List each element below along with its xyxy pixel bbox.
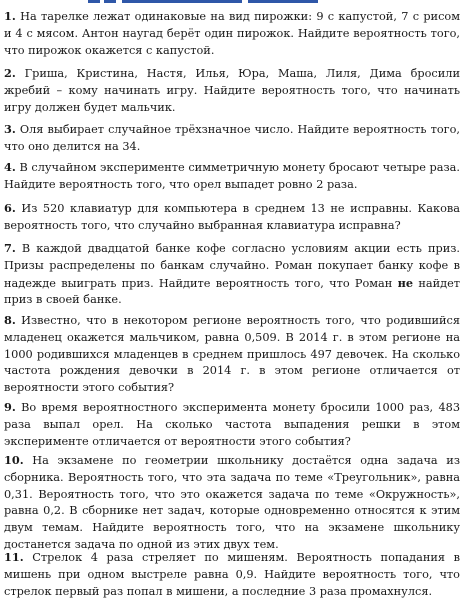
header-stripe-segment	[88, 0, 100, 3]
task-number: 3.	[4, 122, 16, 136]
task-9	[4, 399, 460, 450]
task-6	[4, 200, 460, 235]
task-text: Гриша, Кристина, Настя, Илья, Юра, Маша, Лиля, Дима бросили жребий – кому начинать игру. Найдите вероятность того, что начинать игру должен будет мальчик.	[4, 67, 460, 114]
task-text-before: В каждой двадцатой банке кофе согласно условиям акции есть приз. Призы распределены по банкам случайно. Роман покупает банку кофе в надежде выиграть приз. Найдите вероятность того, что Роман	[4, 242, 461, 290]
task-number: 8.	[4, 313, 16, 327]
task-number: 2.	[4, 66, 16, 80]
header-stripe-segment	[104, 0, 116, 3]
task-4	[4, 159, 460, 194]
task-text: Оля выбирает случайное трёхзначное число. Найдите вероятность того, что оно делится на 34.	[4, 123, 460, 153]
task-text: В случайном эксперименте симметричную монету бросают четыре раза. Найдите вероятность того, что орел выпадет ровно 2 раза.	[4, 161, 460, 191]
task-text: На экзамене по геометрии школьнику достаётся одна задача из сборника. Вероятность того, что эта задача по теме «Треугольник», равна 0,31. Вероятность того, что это окажется задача по теме «Окружность», равна 0,2. В сборнике нет задач, которые одновременно относятся к этим двум темам. Найдите вероятность того, что на экзамене школьнику достанется задача по одной из этих двух тем.	[4, 454, 460, 551]
task-11	[4, 549, 460, 600]
task-number: 9.	[4, 400, 16, 414]
task-10	[4, 452, 460, 554]
task-2	[4, 65, 460, 116]
task-text: Во время вероятностного эксперимента монету бросили 1000 раз, 483 раза выпал орел. На сколько частота выпадения решки в этом эксперименте отличается от вероятности этого события?	[4, 401, 461, 448]
task-7	[4, 240, 460, 309]
task-number: 10.	[4, 453, 24, 467]
task-number: 7.	[4, 241, 16, 255]
header-stripe	[0, 0, 470, 4]
header-stripe-segment	[248, 0, 318, 3]
task-text: На тарелке лежат одинаковые на вид пирожки: 9 с капустой, 7 с рисом и 4 с мясом. Антон наугад берёт один пирожок. Найдите вероятность того, что пирожок окажется с капустой.	[4, 10, 461, 57]
task-8	[4, 312, 460, 397]
task-3	[4, 121, 460, 156]
task-text: Из 520 клавиатур для компьютера в среднем 13 не исправны. Какова вероятность того, что случайно выбранная клавиатура исправна?	[4, 202, 460, 232]
header-stripe-segment	[122, 0, 242, 3]
task-number: 6.	[4, 201, 16, 215]
task-text-emphasis: не	[397, 275, 414, 290]
task-number: 1.	[4, 9, 16, 23]
task-text-after: найдет приз в своей банке.	[4, 276, 461, 307]
task-number: 4.	[4, 160, 16, 174]
task-1	[4, 8, 460, 59]
task-number: 11.	[4, 550, 24, 564]
task-text: Известно, что в некотором регионе вероятность того, что родившийся младенец окажется мальчиком, равна 0,509. В 2014 г. в этом регионе на 1000 родившихся младенцев в среднем пришлось 497 девочек. На сколько частота рождения девочки в 2014 г. в этом регионе отличается от вероятности этого события?	[4, 314, 461, 395]
task-text: Стрелок 4 раза стреляет по мишеням. Вероятность попадания в мишень при одном выстреле равна 0,9. Найдите вероятность того, что стрелок первый раз попал в мишени, а последние 3 раза промахнулся.	[4, 551, 461, 598]
